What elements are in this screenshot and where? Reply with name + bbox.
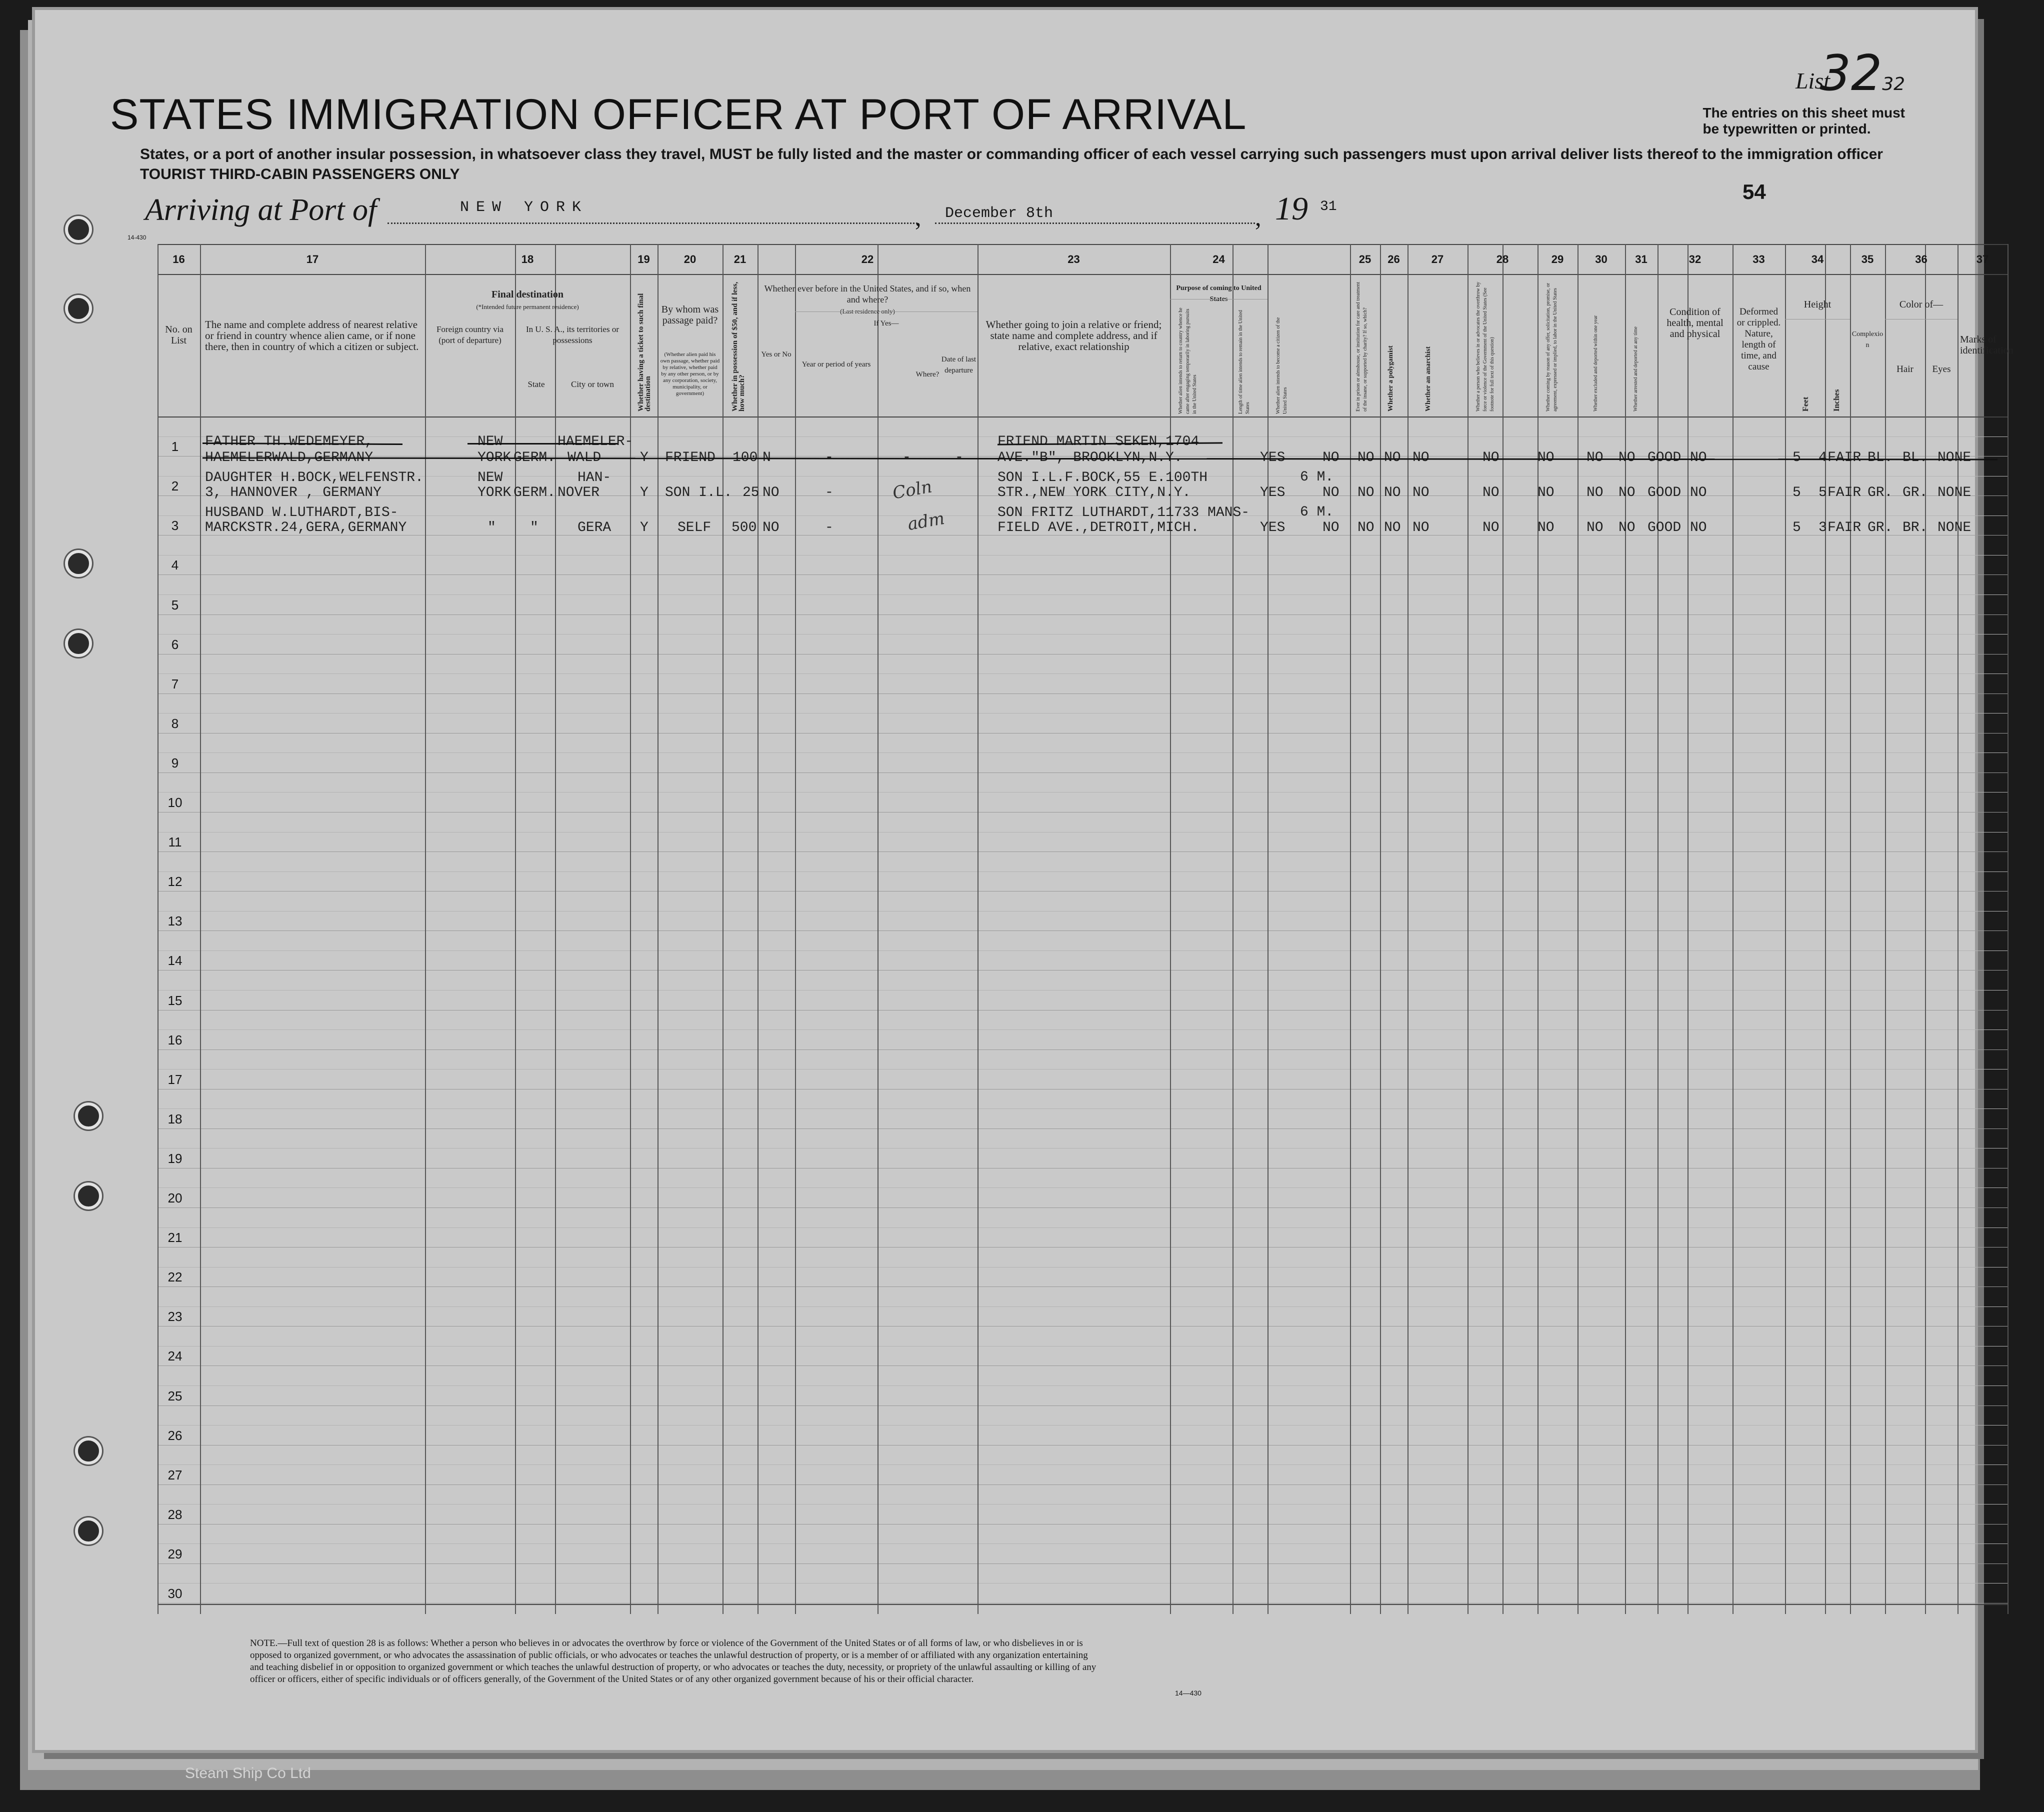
header-color: Color of— bbox=[1899, 299, 1944, 310]
comma: , bbox=[915, 203, 922, 231]
entry-3-period: - bbox=[825, 520, 834, 536]
typewritten-note: The entries on this sheet must be typewritten or printed. bbox=[1702, 105, 1905, 136]
colnum-30: 30 bbox=[1595, 253, 1608, 266]
entry-2-dest-foreign-l1: NEW bbox=[478, 470, 503, 486]
punch-hole bbox=[65, 216, 92, 243]
header-last-residence: (Last residence only) bbox=[840, 308, 895, 315]
entry-1-arrested: NO bbox=[1618, 450, 1636, 466]
row-line bbox=[158, 574, 2008, 575]
entry-1-relative-l1: FATHER TH.WEDEMEYER, bbox=[205, 434, 374, 450]
row-half-line bbox=[158, 1267, 2008, 1268]
row-number: 18 bbox=[168, 1111, 182, 1126]
arrival-date: December 8th bbox=[945, 205, 1054, 222]
header-ticket: Whether having a ticket to such final destination bbox=[637, 293, 652, 412]
entry-3-prison: NO bbox=[1358, 520, 1374, 536]
row-half-line bbox=[158, 1583, 2008, 1584]
entry-2-join-l1: SON I.L.F.BOCK,55 E.100TH bbox=[998, 470, 1208, 486]
entry-1-polygamist: NO bbox=[1384, 450, 1401, 466]
entry-2-join-l2: STR.,NEW YORK CITY,N.Y. bbox=[998, 485, 1191, 500]
header-overthrow: Whether a person who believes in or advocates the overthrow by force or violence of the Government of the United States (See footnote for full text of this question) bbox=[1476, 282, 1495, 412]
header-date-last-departure: Date of last departure bbox=[941, 356, 976, 374]
header-passage-paid-sub: (Whether alien paid his own passage, whether paid by relative, whether paid by any other person, or by any corporation, society, municipality, or government) bbox=[660, 352, 720, 396]
entry-1-offer: NO bbox=[1538, 450, 1554, 466]
header-polygamist: Whether a polygamist bbox=[1387, 346, 1394, 412]
page-title: STATES IMMIGRATION OFFICER AT PORT OF ARRIVAL bbox=[110, 90, 1247, 138]
row-number: 21 bbox=[168, 1230, 182, 1246]
row-half-line bbox=[158, 1464, 2008, 1465]
entry-2-prison: NO bbox=[1358, 485, 1374, 500]
entry-1-excluded: NO bbox=[1586, 450, 1604, 466]
row-half-line bbox=[158, 950, 2008, 951]
colnum-18: 18 bbox=[521, 253, 534, 266]
entry-1-dest-city-l2: WALD bbox=[568, 450, 602, 466]
entry-3-relative-l1: HUSBAND W.LUTHARDT,BIS- bbox=[205, 505, 398, 520]
row-number: 2 bbox=[171, 478, 179, 494]
colnum-16: 16 bbox=[172, 253, 185, 266]
header-final-destination: Final destination bbox=[492, 289, 564, 300]
row-half-line bbox=[158, 594, 2008, 595]
row-number: 20 bbox=[168, 1190, 182, 1206]
entry-1-prison: NO bbox=[1358, 450, 1374, 466]
row-number: 16 bbox=[168, 1032, 182, 1048]
header-purpose: Purpose of coming to United States bbox=[1176, 284, 1262, 303]
row-number: 23 bbox=[168, 1309, 182, 1324]
colnum-37: 37 bbox=[1976, 253, 1989, 266]
entry-3-dest-foreign: " bbox=[488, 520, 496, 536]
entry-1-period: - bbox=[825, 450, 834, 466]
header-excluded: Whether excluded and deported within one year bbox=[1593, 315, 1598, 412]
handwritten-annotation-1: Coln bbox=[891, 476, 934, 504]
punch-hole bbox=[75, 1438, 102, 1464]
colnum-35: 35 bbox=[1861, 253, 1874, 266]
entry-1-overthrow: NO bbox=[1482, 450, 1500, 466]
entry-2-dest-city-l2: NOVER bbox=[558, 485, 600, 500]
colnum-34: 34 bbox=[1811, 253, 1824, 266]
colnum-17: 17 bbox=[306, 253, 319, 266]
entry-3-relative-l2: MARCKSTR.24,GERA,GERMANY bbox=[205, 520, 407, 536]
row-half-line bbox=[158, 1306, 2008, 1307]
header-period: Year or period of years bbox=[802, 360, 871, 368]
entry-2-money: 25 bbox=[742, 485, 760, 500]
row-number: 17 bbox=[168, 1072, 182, 1087]
row-number: 11 bbox=[168, 834, 182, 850]
entry-3-return: YES bbox=[1260, 520, 1286, 536]
comma-2: , bbox=[1255, 203, 1262, 231]
header-passage-paid: By whom was passage paid? bbox=[661, 304, 719, 326]
entry-3-ticket: Y bbox=[640, 520, 648, 536]
footer-text: Steam Ship Co Ltd bbox=[185, 1765, 311, 1782]
header-inches: Inches bbox=[1832, 389, 1841, 412]
row-half-line bbox=[158, 911, 2008, 912]
row-half-line bbox=[158, 1108, 2008, 1109]
entry-3-deformed: NO bbox=[1690, 520, 1707, 536]
footnote: NOTE.—Full text of question 28 is as follows: Whether a person who believes in or advocates the overthrow by force or violence of the Government of the United States or of all forms of law, or who disbelieves in or is opposed to organized government, or who advocates the assassination of public officials, or who advocates or teaches the unlawful destruction of property, or is a member of or affiliated with any organization entertaining and teaching disbelief in or opposition to organized government or which teaches the unlawful destruction of property, or who advocates or teaches the duty, necessity, or propriety of the unlawful assaulting or killing of any officer or officers, either of specific individuals or of officers generally, of the Government of the United States or of any other organized government because of his or their official character. bbox=[250, 1638, 1096, 1684]
header-purpose-return: Whether alien intends to return to country whence he came after engaging temporarily in laboring pursuits in the United States bbox=[1178, 308, 1198, 414]
row-number: 15 bbox=[168, 992, 182, 1008]
header-anarchist: Whether an anarchist bbox=[1424, 346, 1432, 412]
entry-2-health: GOOD bbox=[1648, 485, 1682, 500]
entry-3-before: NO bbox=[762, 520, 780, 536]
entry-3-anarchist: NO bbox=[1412, 520, 1430, 536]
entry-1-date: - bbox=[955, 450, 964, 466]
header-prison: Ever in prison or almshouse, or institution for care and treatment of the insane, or supported by charity? If so, which? bbox=[1356, 282, 1368, 412]
entry-2-dest-state: GERM. bbox=[514, 485, 556, 500]
entry-3-paid-by: SELF bbox=[678, 520, 712, 536]
entry-3-offer: NO bbox=[1538, 520, 1554, 536]
header-complexion: Complexion bbox=[1852, 330, 1884, 349]
header-if-yes: If Yes— bbox=[874, 320, 899, 328]
header-relative: The name and complete address of nearest relative or friend in country whence alien came, or if none there, then in country of which a citizen or subject. bbox=[205, 318, 419, 352]
entry-2-before: NO bbox=[762, 485, 780, 500]
entry-3-money: 500 bbox=[732, 520, 757, 536]
row-line bbox=[158, 1247, 2008, 1248]
entry-2-relative-l2: 3, HANNOVER , GERMANY bbox=[205, 485, 382, 500]
date-fill-line bbox=[935, 222, 1255, 224]
row-number: 1 bbox=[171, 439, 179, 454]
passenger-table bbox=[158, 244, 2014, 1614]
row-half-line bbox=[158, 752, 2008, 753]
colnum-22: 22 bbox=[861, 253, 874, 266]
arriving-label: Arriving at Port of bbox=[145, 193, 377, 227]
manifest-sheet bbox=[35, 10, 2014, 1750]
entry-2-feet: 5 bbox=[1792, 485, 1801, 500]
form-code-top: 14-430 bbox=[128, 234, 146, 241]
row-number: 24 bbox=[168, 1348, 182, 1364]
entry-3-hair: GR. bbox=[1868, 520, 1893, 536]
header-yes-no: Yes or No bbox=[761, 350, 792, 358]
row-number: 28 bbox=[168, 1506, 182, 1522]
list-number-typed: 32 bbox=[1882, 74, 1905, 94]
port-fill-line bbox=[388, 222, 918, 224]
entry-2-dest-foreign-l2: YORK bbox=[478, 485, 512, 500]
entry-2-inches: 5 bbox=[1818, 485, 1827, 500]
entry-1-dest-foreign-l2: YORK bbox=[478, 450, 512, 466]
row-half-line bbox=[158, 1425, 2008, 1426]
punch-hole bbox=[65, 550, 92, 577]
entry-2-arrested: NO bbox=[1618, 485, 1636, 500]
entry-3-marks: NONE bbox=[1938, 520, 1972, 536]
list-label: List bbox=[1795, 68, 1830, 94]
row-number: 30 bbox=[168, 1586, 182, 1601]
header-ever-before: Whether ever before in the United States, and if so, when and where? bbox=[764, 284, 971, 304]
row-number: 19 bbox=[168, 1150, 182, 1166]
row-number: 6 bbox=[171, 636, 179, 652]
row-line bbox=[158, 614, 2008, 615]
colnum-33: 33 bbox=[1752, 253, 1765, 266]
year-suffix: 31 bbox=[1320, 199, 1337, 214]
row-line bbox=[158, 1603, 2008, 1604]
entry-3-health: GOOD bbox=[1648, 520, 1682, 536]
entry-2-paid-by: SON I.L. bbox=[665, 485, 732, 500]
entry-2-citizen: NO bbox=[1322, 485, 1340, 500]
header-health: Condition of health, mental and physical bbox=[1666, 306, 1724, 340]
colnum-25: 25 bbox=[1358, 253, 1372, 266]
row-line bbox=[158, 1128, 2008, 1129]
entry-2-dest-city-l1: HAN- bbox=[578, 470, 612, 486]
entry-1-ticket: Y bbox=[640, 450, 648, 466]
punch-hole bbox=[65, 630, 92, 657]
entry-2-eyes: GR. bbox=[1902, 485, 1928, 500]
colnum-27: 27 bbox=[1431, 253, 1444, 266]
entry-2-marks: NONE bbox=[1938, 485, 1972, 500]
row-half-line bbox=[158, 555, 2008, 556]
entry-2-ticket: Y bbox=[640, 485, 648, 500]
entry-1-anarchist: NO bbox=[1412, 450, 1430, 466]
row-half-line bbox=[158, 713, 2008, 714]
subtitle-line-2: TOURIST THIRD-CABIN PASSENGERS ONLY bbox=[140, 166, 460, 182]
punch-hole bbox=[75, 1518, 102, 1544]
entry-3-overthrow: NO bbox=[1482, 520, 1500, 536]
header-in-usa: In U. S. A., its territories or possessions bbox=[526, 324, 620, 345]
row-number: 27 bbox=[168, 1467, 182, 1482]
handwritten-annotation-2: adm bbox=[906, 508, 946, 535]
entry-1-where: - bbox=[902, 450, 911, 466]
entry-2-period: - bbox=[825, 485, 834, 500]
entry-2-overthrow: NO bbox=[1482, 485, 1500, 500]
colnum-24: 24 bbox=[1212, 253, 1225, 266]
entry-1-hair: BL. bbox=[1868, 450, 1893, 466]
entry-3-complexion: FAIR bbox=[1828, 520, 1862, 536]
header-no-on-list: No. on List bbox=[165, 324, 192, 346]
row-line bbox=[158, 891, 2008, 892]
entry-2-return: YES bbox=[1260, 485, 1286, 500]
entry-3-polygamist: NO bbox=[1384, 520, 1401, 536]
colnum-20: 20 bbox=[684, 253, 696, 266]
entry-3-arrested: NO bbox=[1618, 520, 1636, 536]
entry-1-money: 100 bbox=[732, 450, 758, 466]
entry-2-length: 6 M. bbox=[1300, 470, 1334, 485]
header-feet: Feet bbox=[1802, 396, 1810, 412]
entry-1-citizen: NO bbox=[1322, 450, 1340, 466]
row-number: 13 bbox=[168, 914, 182, 929]
entry-3-inches: 3 bbox=[1818, 520, 1827, 536]
header-arrested: Whether arrested and deported at any time bbox=[1633, 326, 1638, 412]
header-state: State bbox=[528, 380, 545, 389]
entry-1-feet: 5 bbox=[1792, 450, 1801, 466]
row-number: 4 bbox=[171, 558, 179, 573]
row-line bbox=[158, 1089, 2008, 1090]
colnum-32: 32 bbox=[1688, 253, 1702, 266]
entry-1-join-l2: AVE."B", BROOKLYN,N.Y. bbox=[998, 450, 1182, 466]
subtitle-line-1: States, or a port of another insular possession, in whatsoever class they travel, MUST be fully listed and the master or commanding officer of each vessel carrying such passengers must upon arrival deliver lists thereof to the immigration officer bbox=[140, 146, 1883, 162]
header-join-relative: Whether going to join a relative or friend; state name and complete address, and if relative, exact relationship bbox=[986, 318, 1162, 352]
colnum-36: 36 bbox=[1915, 253, 1928, 266]
header-purpose-length: Length of time alien intends to remain in the United States bbox=[1238, 310, 1250, 414]
row-number: 7 bbox=[171, 676, 179, 692]
colnum-29: 29 bbox=[1551, 253, 1564, 266]
header-marks: Marks of identification bbox=[1960, 334, 2014, 356]
punch-hole bbox=[65, 295, 92, 322]
entry-2-excluded: NO bbox=[1586, 485, 1604, 500]
row-number: 9 bbox=[171, 755, 179, 770]
colnum-26: 26 bbox=[1388, 253, 1400, 266]
entry-1-health: GOOD bbox=[1648, 450, 1682, 466]
entry-1-before: N bbox=[762, 450, 771, 466]
row-line bbox=[158, 772, 2008, 773]
row-number: 5 bbox=[171, 597, 179, 612]
header-city: City or town bbox=[571, 380, 614, 389]
colnum-28: 28 bbox=[1496, 253, 1509, 266]
entry-3-dest-state: " bbox=[530, 520, 538, 536]
row-number: 12 bbox=[168, 874, 182, 890]
header-final-destination-sub: (*Intended future permanent residence) bbox=[476, 303, 579, 310]
row-number: 22 bbox=[168, 1270, 182, 1285]
row-number: 29 bbox=[168, 1546, 182, 1562]
header-height: Height bbox=[1804, 299, 1832, 310]
entry-3-join-l1: SON FRITZ LUTHARDT,11733 MANS- bbox=[998, 505, 1250, 520]
entry-3-citizen: NO bbox=[1322, 520, 1340, 536]
entry-2-offer: NO bbox=[1538, 485, 1554, 500]
entry-2-polygamist: NO bbox=[1384, 485, 1401, 500]
punch-hole bbox=[75, 1102, 102, 1130]
sheet-number: 54 bbox=[1742, 180, 1766, 204]
entry-1-eyes: BL. bbox=[1902, 450, 1928, 466]
entry-1-inches: 4 bbox=[1818, 450, 1827, 466]
entry-2-relative-l1: DAUGHTER H.BOCK,WELFENSTR. bbox=[205, 470, 424, 486]
form-code-bottom: 14—430 bbox=[1175, 1689, 1202, 1697]
entry-1-dest-state: GERM. bbox=[514, 450, 556, 466]
row-line bbox=[158, 733, 2008, 734]
header-offer: Whether coming by reason of any offer, solicitation, promise, or agreement, expressed or implied, to labor in the United States bbox=[1546, 282, 1558, 412]
colnum-23: 23 bbox=[1068, 253, 1080, 266]
entry-3-excluded: NO bbox=[1586, 520, 1604, 536]
entry-1-join-l1: FRIEND MARTIN SEKEN,1704 bbox=[998, 434, 1200, 450]
entry-2-deformed: NO bbox=[1690, 485, 1707, 500]
header-purpose-citizen: Whether alien intends to become a citizen of the United States bbox=[1276, 317, 1288, 414]
header-hair: Hair bbox=[1896, 364, 1914, 374]
entry-3-join-l2: FIELD AVE.,DETROIT,MICH. bbox=[998, 520, 1200, 536]
arrival-port: NEW YORK bbox=[460, 199, 588, 216]
row-number: 26 bbox=[168, 1428, 182, 1443]
row-line bbox=[158, 930, 2008, 931]
row-number: 25 bbox=[168, 1388, 182, 1404]
colnum-21: 21 bbox=[734, 253, 746, 266]
entry-1-dest-city-l1: HAEMELER- bbox=[558, 434, 634, 450]
entry-3-feet: 5 bbox=[1792, 520, 1801, 536]
row-number: 3 bbox=[171, 518, 179, 534]
entry-3-eyes: BR. bbox=[1902, 520, 1928, 536]
header-eyes: Eyes bbox=[1932, 364, 1951, 374]
header-foreign-country: Foreign country via (port of departure) bbox=[436, 324, 504, 345]
row-line bbox=[158, 1286, 2008, 1287]
entry-1-deformed: NO bbox=[1690, 450, 1707, 466]
entry-3-length: 6 M. bbox=[1300, 504, 1334, 520]
entry-1-complexion: FAIR bbox=[1828, 450, 1862, 466]
colnum-31: 31 bbox=[1635, 253, 1648, 266]
entry-3-dest-city: GERA bbox=[578, 520, 612, 536]
entry-1-paid-by: FRIEND bbox=[665, 450, 716, 466]
entry-1-dest-foreign-l1: NEW bbox=[478, 434, 503, 450]
entry-2-hair: GR. bbox=[1868, 485, 1893, 500]
list-number: 3232 bbox=[1820, 45, 1905, 102]
row-number: 10 bbox=[168, 795, 182, 810]
entry-2-anarchist: NO bbox=[1412, 485, 1430, 500]
year-prefix: 19 bbox=[1275, 190, 1308, 227]
row-half-line bbox=[158, 1069, 2008, 1070]
row-line bbox=[158, 1445, 2008, 1446]
entry-1-return: YES bbox=[1260, 450, 1286, 466]
header-where: Where? bbox=[916, 370, 940, 378]
entry-1-marks: NONE bbox=[1938, 450, 1972, 466]
strike-dest-l1 bbox=[468, 443, 618, 444]
punch-hole bbox=[75, 1182, 102, 1210]
row-line bbox=[158, 1484, 2008, 1485]
row-number: 14 bbox=[168, 953, 182, 968]
entry-2-complexion: FAIR bbox=[1828, 485, 1862, 500]
header-deformed: Deformed or crippled. Nature, length of time, and cause bbox=[1736, 306, 1781, 372]
colnum-19: 19 bbox=[638, 253, 650, 266]
header-money: Whether in possession of $50, and if less, how much? bbox=[731, 282, 746, 412]
entry-1-relative-l2: HAEMELERWALD,GERMANY bbox=[205, 450, 374, 466]
row-number: 8 bbox=[171, 716, 179, 731]
